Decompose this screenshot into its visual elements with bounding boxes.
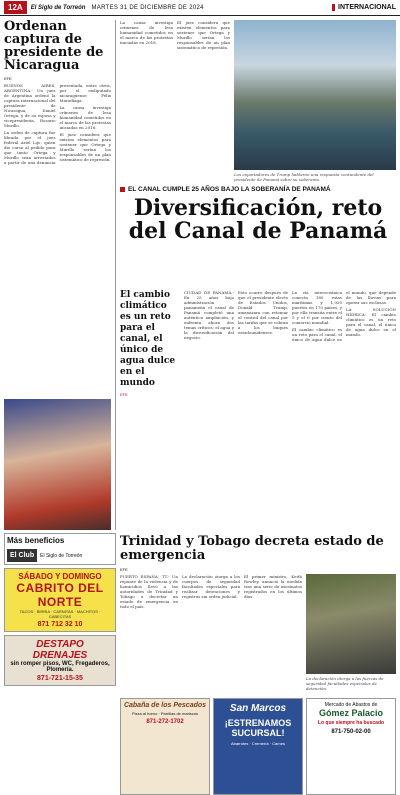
- nicaragua-paragraph: El juez considera que existen elementos para sostener que Ortega y Murillo serían los responsables de un plan sistemático de represión.: [59, 132, 111, 162]
- nicaragua-headline: Ordenan captura de presidente de Nicaragua: [4, 20, 104, 73]
- sanmarcos-logo: San Marcos: [229, 703, 287, 714]
- trinidad-headline: Trinidad y Tobago decreta estado de emergencia: [120, 535, 384, 563]
- panama-pull-block: [120, 290, 180, 530]
- destapo-title: DESTAPO DRENAJES: [32, 639, 88, 661]
- trinidad-photo-caption: La declaración otorga a las fuerzas de seguridad facultades especiales de detención.: [306, 676, 384, 691]
- sanmarcos-sub: Abarrotes · Cremería · Carnes: [230, 741, 285, 746]
- panama-paragraph: CIUDAD DE PANAMÁ.- En 25 años bajo administración panameña el canal de Panamá completó una auténtica ampliación, y enfrenta ahora dos temas críticos: el agua y la diversificación del negocio.: [184, 290, 234, 340]
- panama-photo-caption: Los exportadores de Trump hablaron una respuesta contundente del presidente de Panamá sobre su soberanía.: [234, 172, 374, 182]
- destapo-ad[interactable]: [4, 635, 116, 686]
- trinidad-photo: [306, 574, 396, 674]
- cabana-title: Cabaña de los Pescados: [123, 702, 207, 709]
- cabana-phone: 871-272-1702: [146, 719, 184, 725]
- panama-kicker: [120, 186, 396, 193]
- page-number: 12A: [4, 1, 27, 14]
- ads-column: [4, 533, 116, 795]
- club-tagline: El Siglo de Torreón: [40, 552, 83, 559]
- nicaragua-paragraph: La causa investiga crímenes de lesa humanidad cometidos en el marco de las protestas iniciadas en 2018.: [120, 20, 173, 45]
- trinidad-photo-block: [306, 574, 396, 694]
- cabrito-menu: TACOS · BIRRIA · CARNITAS · MACHITOS · CABECITAS: [19, 609, 101, 619]
- gomez-top: Mercado de Abastos de: [324, 702, 378, 708]
- panama-headline: Diversificación, reto del Canal de Panamá: [128, 195, 388, 244]
- gomez-sub: Lo que siempre ha buscado: [317, 720, 385, 726]
- bottom-ads: [120, 698, 396, 795]
- gomez-ad[interactable]: [306, 698, 396, 795]
- nicaragua-photo: [4, 399, 111, 530]
- cabrito-days: SÁBADO Y DOMINGO: [18, 572, 102, 581]
- panama-article: [120, 290, 396, 530]
- beneficios-title: Más beneficios: [7, 536, 65, 545]
- panama-body: [184, 290, 396, 530]
- trinidad-paragraph: El primer ministro, Keith Rowley, anunció la medida tras una serie de asesinatos registrados en los últimos días.: [244, 574, 302, 599]
- section-label: INTERNACIONAL: [332, 4, 396, 11]
- nicaragua-paragraph: El juez considera que existen elementos para sostener que Ortega y Murillo serían los responsables de un plan sistemático de represión.: [177, 20, 230, 50]
- trinidad-paragraph: La declaración otorga a los cuerpos de seguridad facultades especiales para realizar detenciones y registros sin orden judicial.: [182, 574, 240, 599]
- panama-top: [120, 20, 396, 285]
- nicaragua-paragraph: La orden de captura fue librada por el juez federal Ariel Lijo, quien dio curso al pedido para que tanto Ortega y Murillo sean arrestados a partir de una denuncia presentada, entre otros, por el exdiputado nicaragüense Félix Maradiaga.: [4, 83, 111, 165]
- cabrito-name: CABRITO DEL NORTE: [16, 581, 104, 609]
- kicker-marker: [120, 187, 125, 192]
- panama-kicker-text: EL CANAL CUMPLE 25 AÑOS BAJO LA SOBERANÍA DE PANAMÁ: [128, 186, 331, 193]
- panama-pull-quote: El cambio climático es un reto para el canal, el único de agua dulce en el mundo: [120, 290, 176, 388]
- cabrito-ad[interactable]: [4, 568, 116, 632]
- destapo-sub: sin romper pisos, WC, Fregaderos, Plomería.: [10, 661, 110, 673]
- cabrito-phone: 871 712 32 10: [37, 621, 83, 628]
- club-logo: El Club: [7, 549, 37, 562]
- destapo-phone: 871-721-15-35: [37, 675, 83, 682]
- nicaragua-byline: EFE: [4, 76, 12, 81]
- nicaragua-paragraph: BUENOS AIRES, ARGENTINA.- Un juez de Argentina ordenó la captura internacional del presidente de Nicaragua, Daniel Ortega, y de su esposa y vicepresidenta, Rosario Murillo.: [4, 83, 56, 128]
- trinidad-article: [120, 535, 396, 695]
- cabana-ad[interactable]: [120, 698, 210, 795]
- panama-paragraph: Esto ocurre después de que el presidente electo de Estados Unidos, Donald Trump, amenazara con retomar el control del canal por las tarifas que se cobran a los buques estadounidenses.: [238, 290, 288, 335]
- club-row: [5, 547, 115, 564]
- trinidad-body: [120, 574, 302, 694]
- issue-date: MARTES 31 DE DICIEMBRE DE 2024: [91, 4, 204, 11]
- nicaragua-article: [4, 20, 116, 530]
- panama-paragraph: El cambio climático es un reto para el canal, el único de agua dulce en el mundo, que depende de las lluvias para operar sus esclusas.: [292, 290, 396, 342]
- trinidad-byline: EFE: [120, 567, 128, 572]
- trinidad-paragraph: PUERTO ESPAÑA, TT.- Un repunte de la violencia y de homicidios llevó a las autoridades de Trinidad y Tobago a decretar un estado de emergencia en todo el país.: [120, 574, 178, 609]
- nicaragua-paragraph: La causa investiga crímenes de lesa humanidad cometidos en el marco de las protestas iniciadas en 2018.: [59, 105, 111, 130]
- panama-top-continuation: [120, 20, 230, 130]
- panama-canal-photo: [234, 20, 396, 170]
- gomez-phone: 871-750-02-00: [331, 729, 371, 735]
- sanmarcos-banner: ¡ESTRENAMOS SUCURSAL!: [224, 718, 292, 738]
- nicaragua-body: [4, 83, 111, 393]
- beneficios-ad[interactable]: [4, 533, 116, 565]
- cabana-sub: Pizza al horno · Parrillas de mariscos: [131, 711, 199, 716]
- sanmarcos-ad[interactable]: [213, 698, 303, 795]
- panama-pull-byline: EFE: [120, 392, 128, 397]
- panama-paragraph: LA SOLUCIÓN HÍDRICA: El cambio climático es un reto para el canal, el único de agua dulce en el mundo.: [346, 307, 396, 337]
- newspaper-logo: El Siglo de Torreón: [30, 4, 86, 11]
- panama-paragraph: La vía interoceánica conecta 180 rutas marítimas y 1,920 puertos en 170 países, y por ella transita entre el 5 y el 6 por ciento del comercio mundial.: [292, 290, 342, 325]
- gomez-name: Gómez Palacio: [318, 708, 384, 718]
- masthead: [0, 0, 400, 16]
